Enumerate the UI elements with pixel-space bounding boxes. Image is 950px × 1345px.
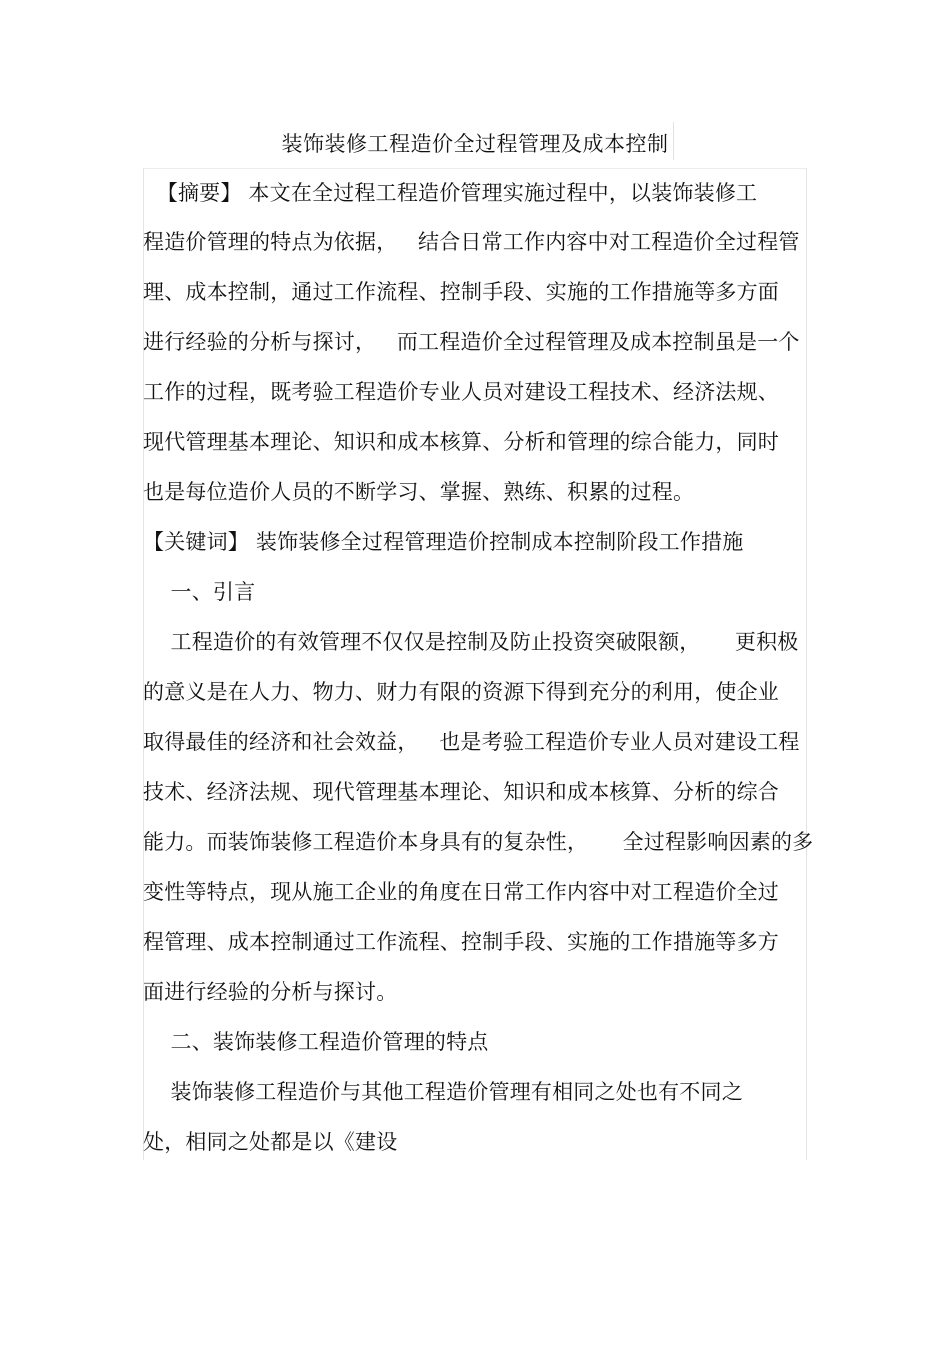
text-frame-right xyxy=(806,168,807,1160)
body-line-3: 取得最佳的经济和社会效益， 也是考验工程造价专业人员对建设工程 xyxy=(143,730,800,754)
abstract-line-1: 【摘要】 本文在全过程工程造价管理实施过程中，以装饰装修工 xyxy=(143,181,758,205)
body-line-1: 工程造价的有效管理不仅仅是控制及防止投资突破限额， 更积极 xyxy=(143,630,799,654)
body-line-9: 装饰装修工程造价与其他工程造价管理有相同之处也有不同之 xyxy=(143,1080,743,1104)
text-frame-top xyxy=(143,168,807,169)
abstract-line-6: 现代管理基本理论、知识和成本核算、分析和管理的综合能力，同时 xyxy=(143,430,779,454)
abstract-line-4: 进行经验的分析与探讨， 而工程造价全过程管理及成本控制虽是一个 xyxy=(143,330,800,354)
body-line-10: 处，相同之处都是以《建设 xyxy=(143,1130,398,1154)
body-line-6: 变性等特点，现从施工企业的角度在日常工作内容中对工程造价全过 xyxy=(143,880,779,904)
body-line-5: 能力。而装饰装修工程造价本身具有的复杂性， 全过程影响因素的多 xyxy=(143,830,814,854)
body-line-7: 程管理、成本控制通过工作流程、控制手段、实施的工作措施等多方 xyxy=(143,930,779,954)
body-line-4: 技术、经济法规、现代管理基本理论、知识和成本核算、分析的综合 xyxy=(143,780,779,804)
keywords-line: 【关键词】 装饰装修全过程管理造价控制成本控制阶段工作措施 xyxy=(143,530,744,554)
text-frame-left xyxy=(143,168,144,1160)
body-line-2: 的意义是在人力、物力、财力有限的资源下得到充分的利用，使企业 xyxy=(143,680,779,704)
abstract-line-3: 理、成本控制，通过工作流程、控制手段、实施的工作措施等多方面 xyxy=(143,280,779,304)
body-line-8: 面进行经验的分析与探讨。 xyxy=(143,980,398,1004)
abstract-line-5: 工作的过程，既考验工程造价专业人员对建设工程技术、经济法规、 xyxy=(143,380,779,404)
abstract-line-2: 程造价管理的特点为依据， 结合日常工作内容中对工程造价全过程管 xyxy=(143,230,800,254)
section-heading-2: 二、装饰装修工程造价管理的特点 xyxy=(143,1030,489,1054)
document-title: 装饰装修工程造价全过程管理及成本控制 xyxy=(281,132,669,156)
abstract-line-7: 也是每位造价人员的不断学习、掌握、熟练、积累的过程。 xyxy=(143,480,695,504)
section-heading-1: 一、引言 xyxy=(143,580,256,604)
